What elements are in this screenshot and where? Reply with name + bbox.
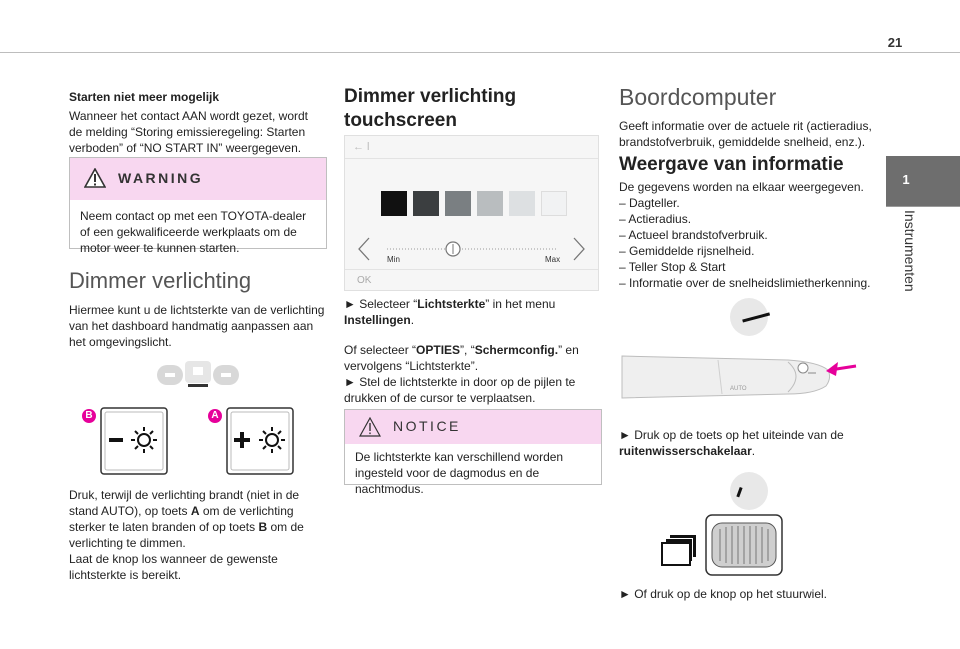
info-list bbox=[619, 195, 879, 291]
para-release: Laat de knop los wanneer de gewenste lichtsterkte is bereikt. bbox=[69, 552, 278, 582]
notice-box bbox=[344, 409, 602, 496]
list-item: – Informatie over de snelheidslimietherkenning. bbox=[619, 276, 871, 290]
step-select-options: Of selecteer “OPTIES”, “Schermconfig.” en vervolgens “Lichtsterkte”. bbox=[344, 343, 579, 373]
list-item: – Actieradius. bbox=[619, 212, 692, 226]
steering-wheel-icon bbox=[728, 296, 770, 338]
warning-header bbox=[70, 158, 326, 200]
notice-title: NOTICE bbox=[393, 418, 461, 434]
screen-ok-button[interactable]: OK bbox=[357, 275, 372, 286]
list-item: – Actueel brandstofverbruik. bbox=[619, 228, 768, 242]
para-press-buttons: Druk, terwijl de verlichting brandt (niet in de stand AUTO), op toets A om de verlichting sterker te laten branden of op toets B om de verlichting te dimmen. bbox=[69, 488, 304, 550]
display-button-illustration bbox=[660, 513, 784, 577]
heading-boordcomputer: Boordcomputer bbox=[619, 84, 777, 110]
swatch-1 bbox=[381, 191, 407, 216]
step-steering-wheel-button: ► Of druk op de knop op het stuurwiel. bbox=[619, 587, 827, 601]
step-set-brightness: ► Stel de lichtsterkte in door op de pijlen te drukken of de cursor te verplaatsen. bbox=[344, 375, 576, 405]
callout-b: B bbox=[82, 409, 96, 423]
step-select-brightness: ► Selecteer “Lichtsterkte” in het menu Instellingen. bbox=[344, 297, 556, 327]
heading-touchscreen: Dimmer verlichting touchscreen bbox=[344, 86, 517, 131]
heading-weergave: Weergave van informatie bbox=[619, 154, 844, 175]
list-item: – Gemiddelde rijsnelheid. bbox=[619, 244, 755, 258]
callout-a: A bbox=[208, 409, 222, 423]
warning-text: Neem contact op met een TOYOTA-dealer of een gekwalificeerde werkplaats om de motor weer te kunnen starten. bbox=[80, 209, 307, 255]
chapter-label: Instrumenten bbox=[902, 210, 918, 292]
dimmer-plus-button[interactable] bbox=[226, 407, 294, 475]
steering-wheel-icon bbox=[728, 470, 770, 512]
screen-back-icon: ← l bbox=[353, 141, 370, 153]
swatch-4 bbox=[477, 191, 503, 216]
swatch-2 bbox=[413, 191, 439, 216]
step-wiper-button: ► Druk op de toets op het uiteinde van de ruitenwisserschakelaar. bbox=[619, 428, 844, 458]
wiper-stalk-illustration bbox=[618, 346, 858, 408]
dimmer-minus-button[interactable] bbox=[100, 407, 168, 475]
para-weergave: De gegevens worden na elkaar weergegeven. bbox=[619, 180, 864, 194]
heading-dimmer: Dimmer verlichting bbox=[69, 268, 252, 293]
touchscreen-illustration bbox=[344, 135, 599, 291]
para-dimmer: Hiermee kunt u de lichtsterkte van de verlichting van het dashboard handmatig aanpassen aan het omgevingslicht. bbox=[69, 303, 325, 349]
dashboard-buttons-illustration bbox=[155, 357, 241, 391]
page-number: 21 bbox=[887, 35, 903, 50]
warning-box bbox=[69, 157, 327, 255]
notice-text: De lichtsterkte kan verschillend worden ingesteld voor de dagmodus en de nachtmodus. bbox=[355, 450, 564, 496]
stalk-auto-label: AUTO bbox=[730, 386, 747, 392]
notice-header bbox=[345, 410, 601, 444]
warning-title: WARNING bbox=[118, 170, 204, 186]
swatch-5 bbox=[509, 191, 535, 216]
heading-start-disabled: Starten niet meer mogelijk bbox=[69, 90, 220, 104]
arrow-right-icon bbox=[574, 238, 584, 260]
warning-triangle-icon bbox=[84, 168, 106, 188]
display-stack-icon bbox=[662, 535, 696, 565]
header-rule bbox=[0, 52, 960, 53]
list-item: – Dagteller. bbox=[619, 196, 680, 210]
slider-max-label: Max bbox=[545, 255, 561, 264]
notice-triangle-icon bbox=[359, 417, 381, 437]
slider-min-label: Min bbox=[387, 255, 400, 264]
swatch-3 bbox=[445, 191, 471, 216]
chapter-number: 1 bbox=[902, 172, 910, 187]
chapter-tab-divider bbox=[886, 206, 960, 207]
arrow-left-icon bbox=[359, 238, 369, 260]
swatch-6 bbox=[541, 191, 567, 216]
para-boordcomputer: Geeft informatie over de actuele rit (actieradius, brandstofverbruik, gemiddelde snelheid, enz.). bbox=[619, 119, 872, 149]
list-item: – Teller Stop & Start bbox=[619, 260, 726, 274]
para-start-disabled: Wanneer het contact AAN wordt gezet, wordt de melding “Storing emissieregeling: Starten verboden” of “NO START IN” weergegeven. bbox=[69, 109, 309, 155]
